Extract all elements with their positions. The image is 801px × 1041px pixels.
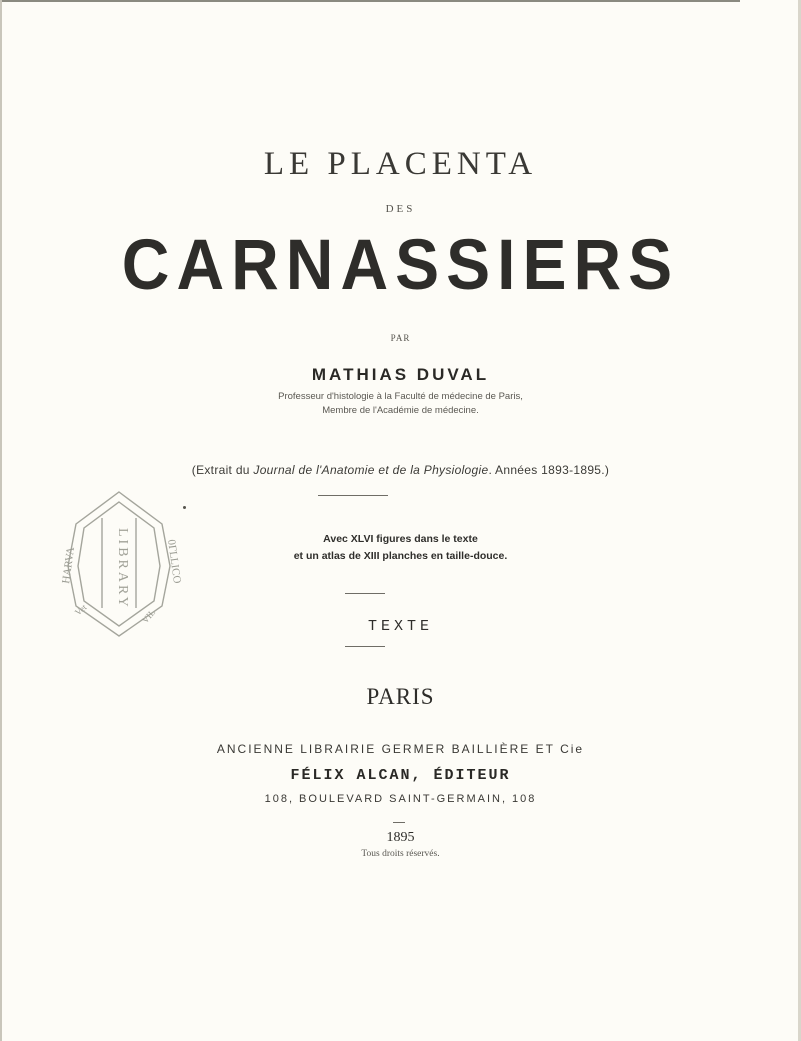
divider-rule — [393, 822, 405, 823]
imprint-city: PARIS — [366, 684, 435, 709]
title-line-1: LE PLACENTA — [263, 146, 538, 182]
stamp-text-lower-right: VIL — [139, 607, 158, 626]
section-label: TEXTE — [367, 618, 433, 635]
imprint-editor: FÉLIX ALCAN, ÉDITEUR — [290, 767, 511, 784]
ink-dot — [183, 506, 186, 509]
stamp-text-right: 0ΓLLICO — [165, 538, 184, 585]
figures-line-2: et un atlas de XIII planches en taille-douce. — [293, 550, 508, 562]
divider-rule — [345, 646, 385, 647]
imprint-rights: Tous droits réservés. — [361, 849, 440, 859]
divider-rule — [345, 593, 385, 594]
imprint-address: 108, BOULEVARD SAINT-GERMAIN, 108 — [264, 793, 537, 805]
main-title: CARNASSIERS — [121, 224, 680, 304]
stamp-text-center: LIBRARY — [115, 528, 130, 610]
figures-line-1: Avec XLVI figures dans le texte — [323, 533, 478, 545]
journal-name: Journal de l'Anatomie et de la Physiologie — [253, 463, 489, 477]
extract-note — [0, 463, 801, 477]
extract-suffix: . Années 1893-1895.) — [488, 463, 610, 477]
imprint-publisher: ANCIENNE LIBRAIRIE GERMER BAILLIÈRE ET Cie — [216, 742, 585, 756]
imprint-year: 1895 — [386, 830, 415, 845]
author-name: MATHIAS DUVAL — [311, 365, 490, 384]
stamp-text-lower-left: Vet — [72, 602, 89, 618]
divider-rule — [318, 495, 388, 496]
page-edge-top — [0, 0, 740, 2]
extract-prefix: (Extrait du — [191, 463, 254, 477]
author-credit-2: Membre de l'Académie de médecine. — [322, 405, 479, 416]
title-connector: DES — [385, 203, 416, 215]
byline-par: PAR — [390, 333, 411, 343]
author-credit-1: Professeur d'histologie à la Faculté de médecine de Paris, — [278, 391, 523, 402]
stamp-text-left: HARVA — [60, 546, 78, 585]
